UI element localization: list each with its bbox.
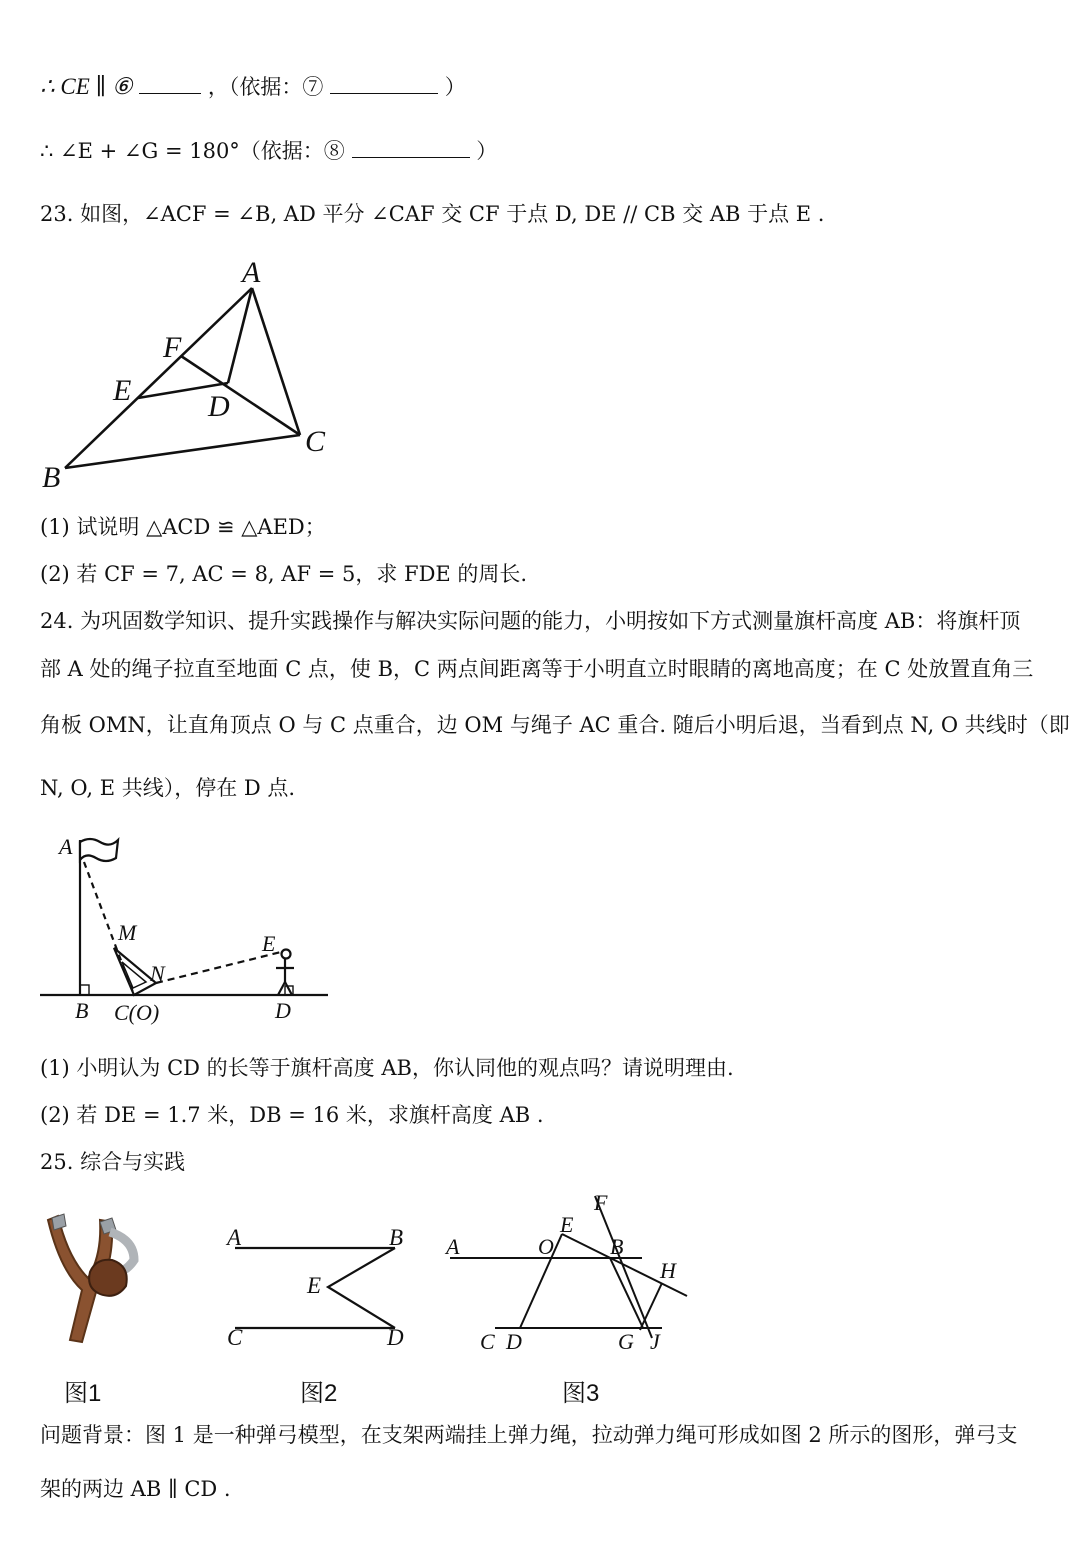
label-B: B — [389, 1225, 404, 1250]
person-leg-right — [285, 982, 292, 995]
sight-line-ne — [156, 952, 281, 983]
proof-text: ） — [476, 139, 498, 163]
question-24-line-3: 角板 OMN，让直角顶点 O 与 C 点重合，边 OM 与绳子 AC 重合. 随后小明后退，当看到点 N, O 共线时（即 — [40, 713, 1070, 737]
question-24-part-2: (2) 若 DE = 1.7 米，DB = 16 米，求旗杆高度 AB . — [40, 1103, 544, 1127]
label-N: N — [150, 961, 165, 986]
question-24-line-4: N, O, E 共线），停在 D 点. — [40, 776, 296, 800]
label-M: M — [118, 920, 137, 945]
question-23: 23. 如图，∠ACF = ∠B, AD 平分 ∠CAF 交 CF 于点 D, DE // CB 交 AB 于点 E . — [40, 202, 825, 226]
label-C-O: C(O) — [114, 1000, 160, 1025]
caption-figure-2: 图2 — [300, 1380, 338, 1407]
answer-blank-7[interactable] — [330, 75, 438, 94]
label-G: G — [618, 1329, 634, 1354]
label-D: D — [506, 1329, 522, 1354]
answer-blank-6[interactable] — [139, 75, 201, 94]
question-24-part-1: (1) 小明认为 CD 的长等于旗杆高度 AB，你认同他的观点吗？请说明理由. — [40, 1056, 734, 1080]
label-C: C — [305, 425, 326, 458]
caption-figure-1: 图1 — [64, 1380, 102, 1407]
label-D: D — [275, 998, 291, 1023]
proof-line-6-7 — [40, 72, 466, 102]
polyline-beb — [328, 1248, 395, 1328]
label-J: J — [650, 1329, 660, 1354]
segment-bc — [65, 435, 300, 468]
pouch-icon — [89, 1260, 127, 1296]
segment-h-g — [640, 1283, 662, 1330]
segment-ab — [65, 288, 252, 468]
label-C: C — [480, 1329, 495, 1354]
label-B: B — [75, 998, 89, 1023]
figure-24-flagpole — [38, 830, 338, 1030]
label-A: A — [227, 1225, 242, 1250]
label-H: H — [660, 1258, 676, 1283]
figure-2-parallel-lines — [215, 1215, 420, 1355]
line-f-j — [595, 1196, 652, 1338]
label-E: E — [262, 931, 276, 956]
proof-text: ，（依据：⑦ — [207, 75, 324, 99]
segment-ac — [252, 288, 300, 435]
label-D: D — [208, 390, 230, 423]
label-A: A — [242, 256, 261, 289]
eye-head-icon — [282, 950, 291, 959]
label-O: O — [538, 1234, 554, 1259]
label-C: C — [227, 1325, 243, 1350]
label-E: E — [307, 1273, 322, 1298]
figure-23-triangle — [30, 255, 350, 495]
label-A: A — [59, 834, 73, 859]
label-F: F — [163, 331, 182, 364]
question-24-line-2: 部 A 处的绳子拉直至地面 C 点，使 B，C 两点间距离等于小明直立时眼睛的离地高度；在 C 处放置直角三 — [40, 657, 1034, 681]
label-B: B — [42, 461, 61, 494]
segment-ad — [228, 288, 252, 383]
flag-icon — [80, 839, 118, 861]
label-A: A — [446, 1234, 460, 1259]
right-angle-mark-b — [80, 985, 89, 995]
figure-1-slingshot — [30, 1200, 150, 1350]
segment-b-g — [610, 1258, 643, 1328]
label-F: F — [594, 1190, 608, 1215]
figure-3-construction — [440, 1188, 700, 1358]
proof-text: ） — [444, 75, 466, 99]
proof-text: ∴ CE ∥ ⑥ — [40, 74, 133, 99]
background-line-2: 架的两边 AB ∥ CD . — [40, 1477, 231, 1501]
label-D: D — [387, 1325, 404, 1350]
question-23-part-1: (1) 试说明 △ACD ≌ △AED； — [40, 515, 326, 539]
segment-fc — [181, 356, 300, 435]
background-line-1: 问题背景：图 1 是一种弹弓模型，在支架两端挂上弹力绳，拉动弹力绳可形成如图 2 所示的图形，弹弓支 — [40, 1423, 1018, 1447]
label-B: B — [610, 1234, 624, 1259]
caption-figure-3: 图3 — [562, 1380, 600, 1407]
answer-blank-8[interactable] — [352, 139, 470, 158]
label-E: E — [560, 1212, 574, 1237]
question-25-title: 25. 综合与实践 — [40, 1150, 186, 1174]
question-24-line-1: 24. 为巩固数学知识、提升实践操作与解决实际问题的能力，小明按如下方式测量旗杆高度 AB：将旗杆顶 — [40, 609, 1021, 633]
person-leg-left — [278, 982, 285, 995]
band-left-icon — [52, 1214, 66, 1230]
proof-text: ∴ ∠E + ∠G = 180°（依据：⑧ — [40, 139, 345, 163]
proof-line-8 — [40, 136, 497, 166]
question-23-part-2: (2) 若 CF = 7, AC = 8, AF = 5，求 FDE 的周长. — [40, 562, 528, 586]
label-E: E — [113, 374, 132, 407]
